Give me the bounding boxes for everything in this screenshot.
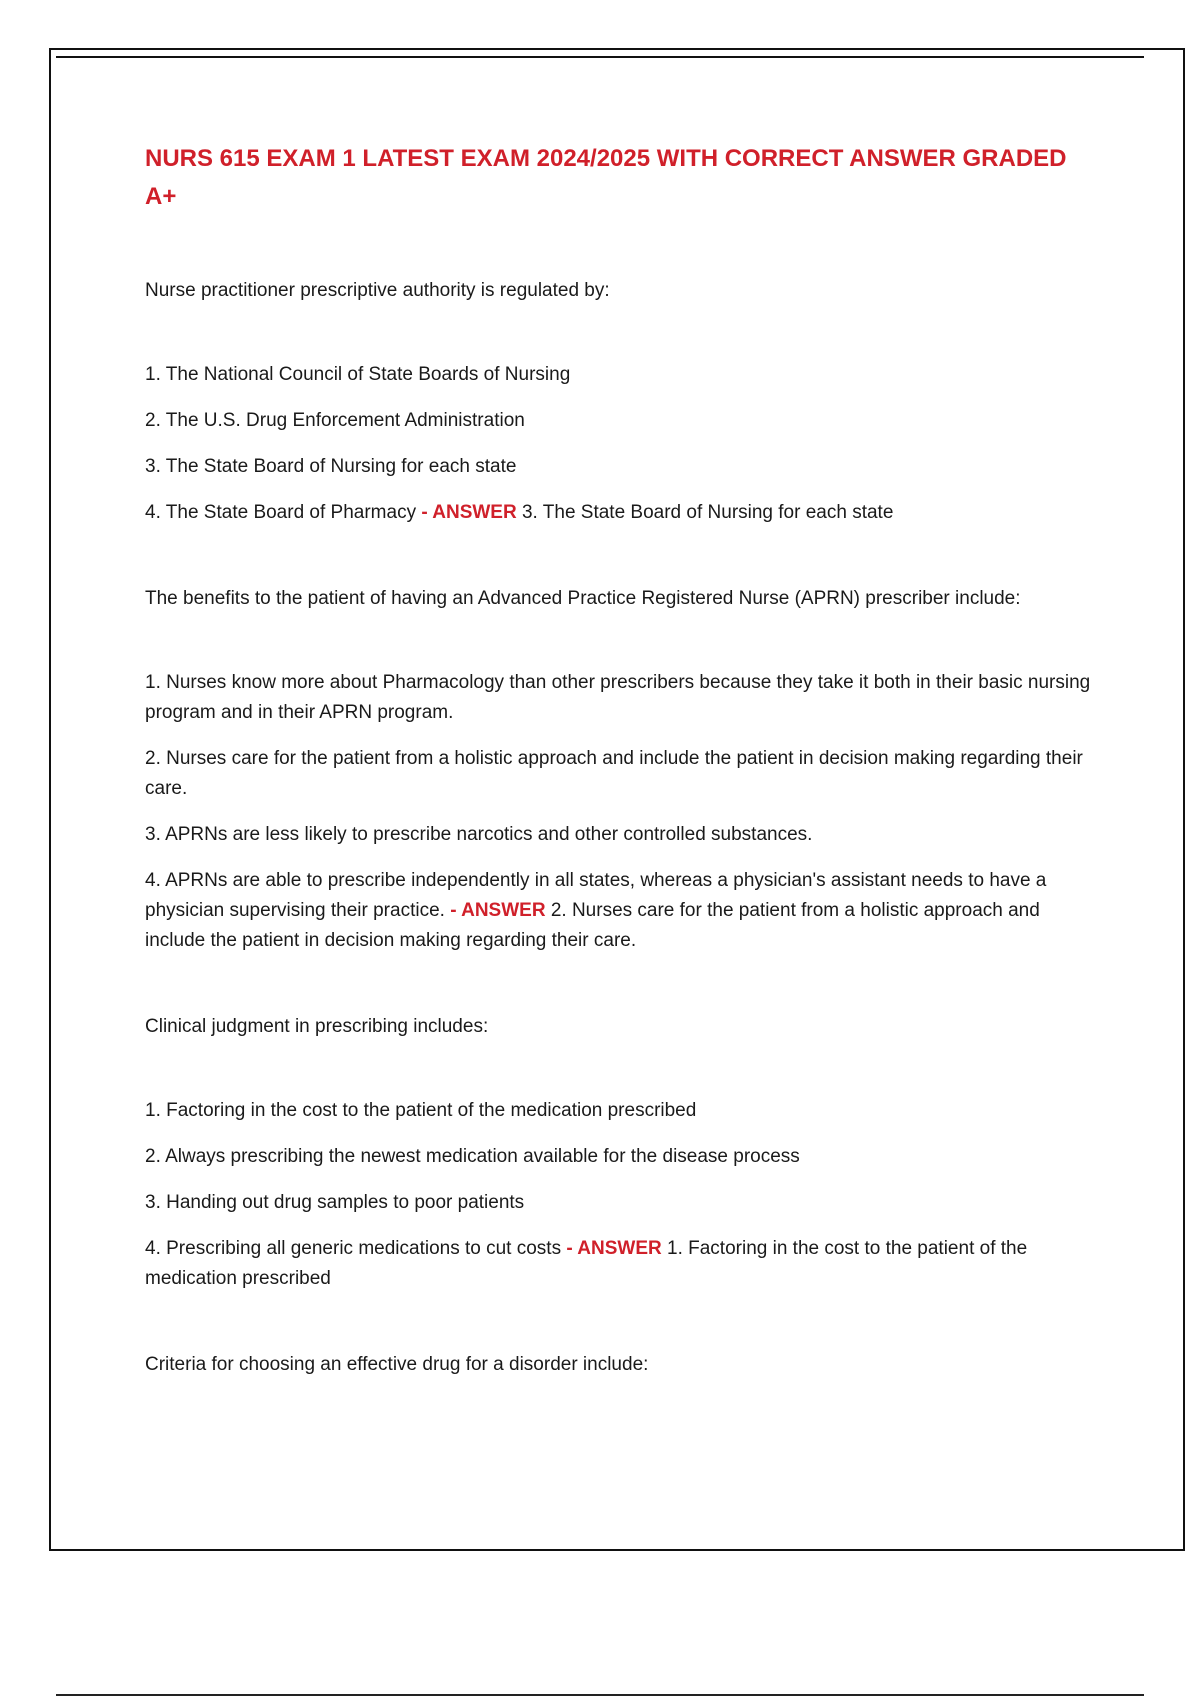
answer-text: 3. The State Board of Nursing for each state xyxy=(521,502,894,523)
option-item-with-answer xyxy=(145,498,1095,528)
option-item: 2. The U.S. Drug Enforcement Administration xyxy=(145,410,525,431)
option-text: 4. The State Board of Pharmacy xyxy=(145,502,417,523)
option-item: 2. Always prescribing the newest medication available for the disease process xyxy=(145,1146,800,1167)
option-item: 3. APRNs are less likely to prescribe narcotics and other controlled substances. xyxy=(145,824,813,845)
question-prompt: Nurse practitioner prescriptive authority is regulated by: xyxy=(145,280,610,301)
question-block xyxy=(145,584,1095,956)
document-title: NURS 615 EXAM 1 LATEST EXAM 2024/2025 WITH CORRECT ANSWER GRADED A+ xyxy=(145,145,1067,210)
option-item: 1. Nurses know more about Pharmacology than other prescribers because they take it both in their basic nursing program and in their APRN program. xyxy=(145,672,1091,723)
bottom-divider xyxy=(56,1694,1144,1696)
option-list xyxy=(145,1096,1095,1294)
option-item: 1. Factoring in the cost to the patient of the medication prescribed xyxy=(145,1100,697,1121)
question-block xyxy=(145,276,1095,528)
option-item: 3. The State Board of Nursing for each state xyxy=(145,456,517,477)
top-divider xyxy=(56,56,1144,58)
answer-text: 1. Factoring in the cost to the patient of the medication prescribed xyxy=(145,1238,1028,1289)
question-prompt: Clinical judgment in prescribing includes: xyxy=(145,1016,489,1037)
document-body xyxy=(145,140,1095,1380)
answer-text: 2. Nurses care for the patient from a holistic approach and include the patient in decision making regarding their care. xyxy=(145,900,1040,951)
option-item: 2. Nurses care for the patient from a holistic approach and include the patient in decision making regarding their care. xyxy=(145,748,1083,799)
question-block xyxy=(145,1350,1095,1380)
question-prompt: The benefits to the patient of having an Advanced Practice Registered Nurse (APRN) prescriber include: xyxy=(145,588,1021,609)
answer-label: - ANSWER xyxy=(421,502,517,523)
option-item: 3. Handing out drug samples to poor patients xyxy=(145,1192,525,1213)
question-prompt: Criteria for choosing an effective drug for a disorder include: xyxy=(145,1354,649,1375)
option-item: 1. The National Council of State Boards of Nursing xyxy=(145,364,571,385)
question-block xyxy=(145,1012,1095,1294)
answer-label: - ANSWER xyxy=(566,1238,662,1259)
option-item-with-answer xyxy=(145,866,1095,956)
option-text: 4. Prescribing all generic medications to cut costs xyxy=(145,1238,562,1259)
option-text: 4. APRNs are able to prescribe independently in all states, whereas a physician's assistant needs to have a physician supervising their practice. xyxy=(145,870,1047,921)
answer-label: - ANSWER xyxy=(450,900,546,921)
option-item-with-answer xyxy=(145,1234,1095,1294)
option-list xyxy=(145,668,1095,956)
option-list xyxy=(145,360,1095,528)
